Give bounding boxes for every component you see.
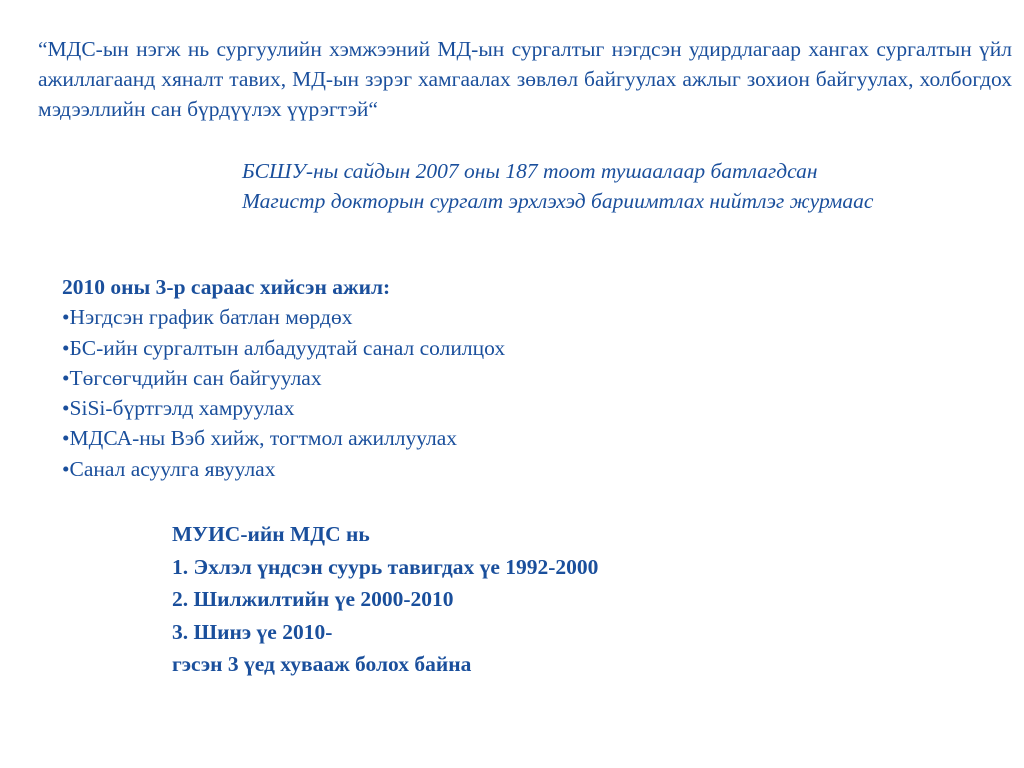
- list-item: [62, 393, 862, 423]
- stage-3: 3. Шинэ үе 2010-: [172, 619, 333, 644]
- stages-conclusion: гэсэн 3 үед хувааж болох байна: [172, 652, 472, 676]
- stage-1: 1. Эхлэл үндсэн суурь тавигдах үе 1992-2000: [172, 554, 599, 579]
- work-done-list: [62, 302, 862, 484]
- list-item-text: SiSi-бүртгэлд хамруулах: [69, 396, 295, 421]
- list-item: [62, 363, 862, 393]
- list-item-text: Санал асуулга явуулах: [69, 456, 276, 481]
- stages-section: [172, 518, 872, 681]
- citation-line-1: БСШУ-ны сайдын 2007 оны 187 тоот тушаалаар батлагдсан: [242, 159, 818, 183]
- bullet-icon: •: [62, 426, 70, 451]
- citation-line-2: Магистр докторын сургалт эрхлэхэд бариимтлах нийтлэг журмаас: [242, 189, 874, 213]
- list-item: [62, 333, 862, 363]
- bullet-icon: •: [62, 456, 70, 481]
- list-item-text: Нэгдсэн график батлан мөрдөх: [69, 305, 353, 330]
- list-item-text: БС-ийн сургалтын албадуудтай санал солилцох: [69, 335, 506, 360]
- bullet-icon: •: [62, 396, 70, 421]
- list-item: [62, 423, 862, 453]
- stage-2: 2. Шилжилтийн үе 2000-2010: [172, 587, 454, 611]
- list-item: [62, 302, 862, 332]
- bullet-icon: •: [62, 365, 70, 390]
- work-done-heading: 2010 оны 3-р сараас хийсэн ажил:: [62, 275, 391, 299]
- list-item: [62, 454, 862, 484]
- intro-quote: “МДС-ын нэгж нь сургуулийн хэмжээний МД-ын сургалтыг нэгдсэн удирдлагаар хангах сургалтын үйл ажиллагаанд хяналт тавих, МД-ын зэрэг хамгаалах зөвлөл байгуулах ажлыг зохион байгуулах, холбогдох мэдээллийн сан бүрдүүлэх үүрэгтэй“: [38, 37, 1012, 121]
- list-item-text: Төгсөгчдийн сан байгуулах: [69, 365, 322, 390]
- work-done-section: [62, 272, 862, 484]
- bullet-icon: •: [62, 335, 70, 360]
- bullet-icon: •: [62, 305, 70, 330]
- stages-title: МУИС-ийн МДС нь: [172, 522, 370, 546]
- list-item-text: МДСА-ны Вэб хийж, тогтмол ажиллуулах: [69, 426, 458, 451]
- citation-block: [242, 156, 1012, 216]
